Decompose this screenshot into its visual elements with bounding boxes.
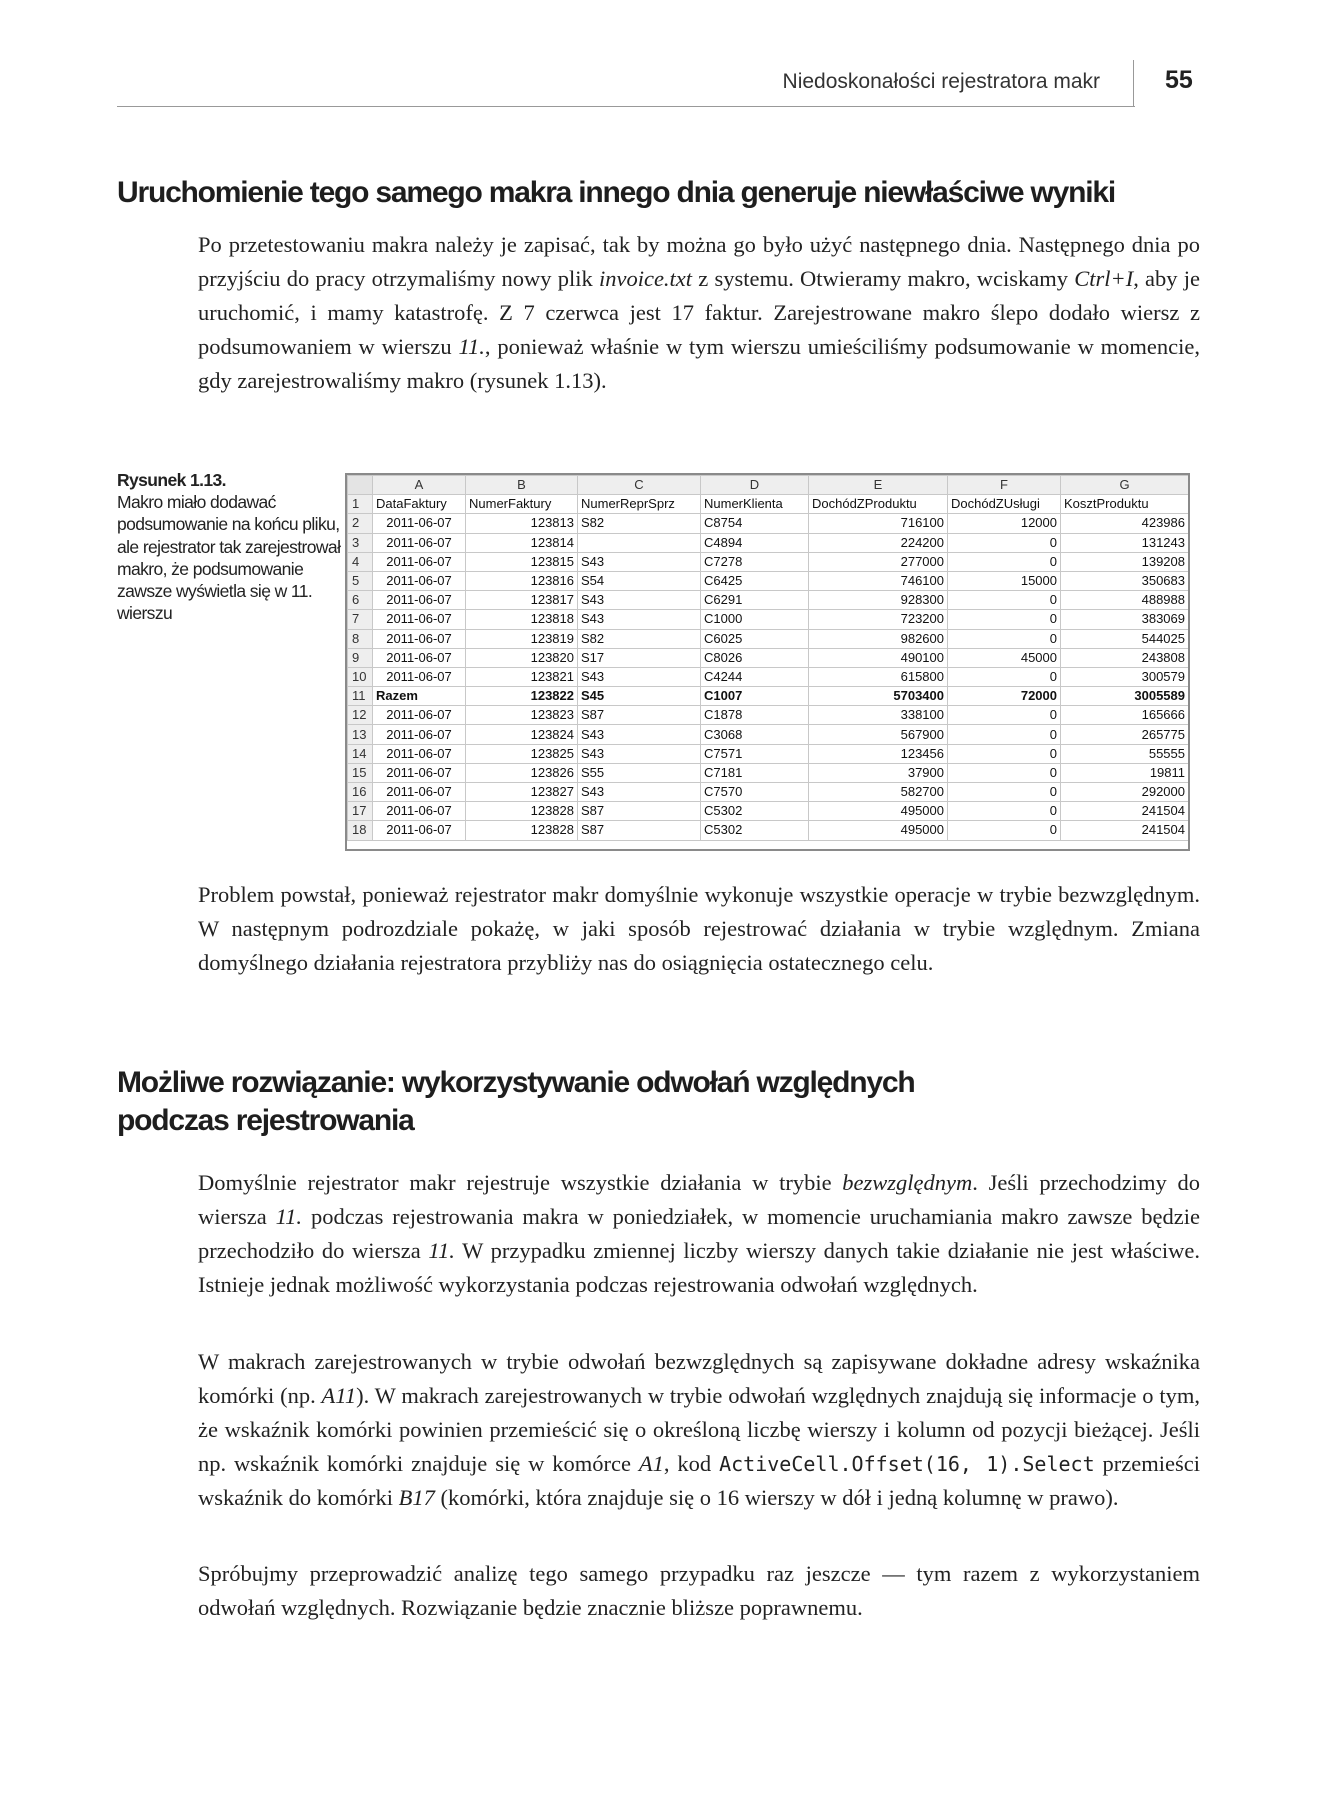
sheet-cell: 2011-06-07 <box>373 821 466 840</box>
sheet-cell: DochódZProduktu <box>809 495 948 514</box>
sheet-row <box>348 571 1189 590</box>
sheet-cell: 123821 <box>466 667 578 686</box>
sheet-cell: C7570 <box>701 783 809 802</box>
sheet-cell: 716100 <box>809 514 948 533</box>
sheet-cell: 2011-06-07 <box>373 648 466 667</box>
sheet-cell: C8026 <box>701 648 809 667</box>
sheet-row <box>348 802 1189 821</box>
sheet-corner <box>348 476 373 495</box>
figure-caption-text: Makro miało dodawać podsumowanie na końcu pliku, ale rejestrator tak zarejestrował makro, że podsumowanie zawsze wyświetla się w 11. wierszu <box>117 492 341 624</box>
paragraph-1: Po przetestowaniu makra należy je zapisać, tak by można go było użyć następnego dnia. Następnego dnia po przyjściu do pracy otrzymaliśmy nowy plik invoice.txt z systemu. Otwieramy makro, wciskamy Ctrl+I, aby je uruchomić, i mamy katastrofę. Z 7 czerwca jest 17 faktur. Zarejestrowane makro ślepo dodało wiersz z podsumowaniem w wierszu 11., ponieważ właśnie w tym wierszu umieściliśmy podsumowanie w momencie, gdy zarejestrowaliśmy makro (rysunek 1.13). <box>198 232 1200 393</box>
sheet-cell: 241504 <box>1061 821 1189 840</box>
sheet-cell: C5302 <box>701 821 809 840</box>
sheet-cell: 0 <box>948 802 1061 821</box>
sheet-cell: 567900 <box>809 725 948 744</box>
sheet-cell: 746100 <box>809 571 948 590</box>
row-header: 13 <box>348 725 373 744</box>
sheet-cell: 3005589 <box>1061 687 1189 706</box>
sheet-cell: S43 <box>578 667 701 686</box>
sheet-row <box>348 495 1189 514</box>
sheet-row <box>348 706 1189 725</box>
sheet-cell: 2011-06-07 <box>373 783 466 802</box>
sheet-cell: 2011-06-07 <box>373 744 466 763</box>
sheet-cell: C1007 <box>701 687 809 706</box>
row-header: 8 <box>348 629 373 648</box>
paragraph-4: Spróbujmy przeprowadzić analizę tego samego przypadku raz jeszcze — tym razem z wykorzystaniem odwołań względnych. Rozwiązanie będzie znacznie bliższe poprawnemu. <box>198 1561 1200 1620</box>
sheet-cell: DochódZUsługi <box>948 495 1061 514</box>
section-heading-2-line2: podczas rejestrowania <box>117 1104 414 1137</box>
sheet-row <box>348 610 1189 629</box>
sheet-cell: 0 <box>948 821 1061 840</box>
sheet-cell: C7571 <box>701 744 809 763</box>
sheet-cell: KosztProduktu <box>1061 495 1189 514</box>
sheet-cell: 2011-06-07 <box>373 667 466 686</box>
sheet-row <box>348 744 1189 763</box>
sheet-cell: 495000 <box>809 821 948 840</box>
sheet-cell <box>578 533 701 552</box>
sheet-cell: C1878 <box>701 706 809 725</box>
sheet-row <box>348 514 1189 533</box>
sheet-cell: 0 <box>948 552 1061 571</box>
sheet-cell: C8754 <box>701 514 809 533</box>
row-header: 12 <box>348 706 373 725</box>
row-header: 2 <box>348 514 373 533</box>
sheet-cell: 488988 <box>1061 591 1189 610</box>
sheet-cell: 350683 <box>1061 571 1189 590</box>
sheet-cell: 615800 <box>809 667 948 686</box>
sheet-cell: 243808 <box>1061 648 1189 667</box>
sheet-cell: S55 <box>578 763 701 782</box>
sheet-cell: S87 <box>578 706 701 725</box>
page-number: 55 <box>1165 66 1193 94</box>
column-header: D <box>701 476 809 495</box>
sheet-cell: S43 <box>578 783 701 802</box>
sheet-cell: 123456 <box>809 744 948 763</box>
section-heading-1: Uruchomienie tego samego makra innego dnia generuje niewłaściwe wyniki <box>117 176 1115 209</box>
sheet-cell: 982600 <box>809 629 948 648</box>
row-header: 3 <box>348 533 373 552</box>
sheet-cell: C7181 <box>701 763 809 782</box>
sheet-cell: 544025 <box>1061 629 1189 648</box>
sheet-cell: 2011-06-07 <box>373 514 466 533</box>
running-title: Niedoskonałości rejestratora makr <box>782 70 1100 93</box>
sheet-cell: 2011-06-07 <box>373 552 466 571</box>
sheet-cell: 490100 <box>809 648 948 667</box>
sheet-cell: NumerFaktury <box>466 495 578 514</box>
column-header-row <box>348 476 1189 495</box>
sheet-cell: NumerReprSprz <box>578 495 701 514</box>
sheet-cell: 123819 <box>466 629 578 648</box>
sheet-cell: 37900 <box>809 763 948 782</box>
sheet-cell: 277000 <box>809 552 948 571</box>
sheet-cell: 2011-06-07 <box>373 533 466 552</box>
sheet-cell: S43 <box>578 591 701 610</box>
column-header: A <box>373 476 466 495</box>
sheet-cell: Razem <box>373 687 466 706</box>
sheet-cell: 123813 <box>466 514 578 533</box>
sheet-cell: C6425 <box>701 571 809 590</box>
column-header: G <box>1061 476 1189 495</box>
sheet-cell: 2011-06-07 <box>373 725 466 744</box>
sheet-cell: 123827 <box>466 783 578 802</box>
sheet-cell: 0 <box>948 591 1061 610</box>
sheet-cell: 723200 <box>809 610 948 629</box>
sheet-cell: 123825 <box>466 744 578 763</box>
sheet-cell: S17 <box>578 648 701 667</box>
sheet-cell: 123816 <box>466 571 578 590</box>
sheet-cell: 139208 <box>1061 552 1189 571</box>
column-header: B <box>466 476 578 495</box>
sheet-cell: 123823 <box>466 706 578 725</box>
sheet-cell: 123828 <box>466 821 578 840</box>
sheet-cell: 265775 <box>1061 725 1189 744</box>
figure-caption <box>117 469 342 624</box>
sheet-cell: 2011-06-07 <box>373 591 466 610</box>
sheet-cell: S43 <box>578 610 701 629</box>
sheet-cell: 19811 <box>1061 763 1189 782</box>
section-heading-2 <box>117 1064 915 1140</box>
sheet-cell: 300579 <box>1061 667 1189 686</box>
sheet-cell: 123822 <box>466 687 578 706</box>
figure-caption-title: Rysunek 1.13. <box>117 470 226 490</box>
paragraph-3: W makrach zarejestrowanych w trybie odwołań bezwzględnych są zapisywane dokładne adresy wskaźnika komórki (np. A11). W makrach zarejestrowanych w trybie odwołań względnych znajdują się informacje o tym, że wskaźnik komórki powinien przemieścić się o określoną liczbę wierszy i kolumn od pozycji bieżącej. Jeśli np. wskaźnik komórki znajduje się w komórce A1, kod ActiveCell.Offset(16, 1).Select przemieści wskaźnik do komórki B17 (komórki, która znajduje się o 16 wierszy w dół i jedną kolumnę w prawo). <box>198 1349 1200 1510</box>
sheet-row <box>348 667 1189 686</box>
sheet-cell: DataFaktury <box>373 495 466 514</box>
sheet-cell: C1000 <box>701 610 809 629</box>
row-header: 18 <box>348 821 373 840</box>
sheet-cell: 2011-06-07 <box>373 706 466 725</box>
sheet-cell: 0 <box>948 667 1061 686</box>
row-header: 17 <box>348 802 373 821</box>
sheet-row <box>348 629 1189 648</box>
sheet-cell: 123814 <box>466 533 578 552</box>
sheet-cell: S87 <box>578 802 701 821</box>
sheet-cell: 0 <box>948 533 1061 552</box>
sheet-cell: C4244 <box>701 667 809 686</box>
sheet-cell: 2011-06-07 <box>373 610 466 629</box>
sheet-cell: 123828 <box>466 802 578 821</box>
sheet-cell: 582700 <box>809 783 948 802</box>
spreadsheet-table <box>347 475 1189 841</box>
sheet-cell: 123817 <box>466 591 578 610</box>
sheet-cell: S43 <box>578 725 701 744</box>
paragraph-2: Domyślnie rejestrator makr rejestruje wszystkie działania w trybie bezwzględnym. Jeśli przechodzimy do wiersza 11. podczas rejestrowania makra w poniedziałek, w momencie uruchamiania makro zawsze będzie przechodziło do wiersza 11. W przypadku zmiennej liczby wierszy danych takie działanie nie jest właściwe. Istnieje jednak możliwość wykorzystania podczas rejestrowania odwołań względnych. <box>198 1170 1201 1297</box>
sheet-cell: 45000 <box>948 648 1061 667</box>
sheet-cell: 0 <box>948 744 1061 763</box>
header-rule <box>117 106 1135 107</box>
sheet-row <box>348 648 1189 667</box>
sheet-cell: 123820 <box>466 648 578 667</box>
header-divider <box>1133 60 1134 107</box>
sheet-cell: 123818 <box>466 610 578 629</box>
column-header: E <box>809 476 948 495</box>
row-header: 9 <box>348 648 373 667</box>
sheet-cell: 165666 <box>1061 706 1189 725</box>
sheet-row <box>348 725 1189 744</box>
sheet-cell: 55555 <box>1061 744 1189 763</box>
row-header: 6 <box>348 591 373 610</box>
column-header: C <box>578 476 701 495</box>
sheet-cell: S43 <box>578 744 701 763</box>
sheet-cell: 2011-06-07 <box>373 571 466 590</box>
row-header: 10 <box>348 667 373 686</box>
sheet-cell: S43 <box>578 552 701 571</box>
sheet-cell: 423986 <box>1061 514 1189 533</box>
sheet-cell: S45 <box>578 687 701 706</box>
sheet-cell: NumerKlienta <box>701 495 809 514</box>
sheet-row <box>348 763 1189 782</box>
sheet-row <box>348 552 1189 571</box>
sheet-cell: 0 <box>948 763 1061 782</box>
sheet-cell: S82 <box>578 629 701 648</box>
row-header: 11 <box>348 687 373 706</box>
sheet-cell: 495000 <box>809 802 948 821</box>
code-snippet: ActiveCell.Offset(16, 1).Select <box>719 1452 1095 1476</box>
sheet-row <box>348 591 1189 610</box>
sheet-cell: S87 <box>578 821 701 840</box>
row-header: 1 <box>348 495 373 514</box>
sheet-cell: C7278 <box>701 552 809 571</box>
spreadsheet-body <box>348 495 1189 840</box>
paragraph-problem: Problem powstał, ponieważ rejestrator makr domyślnie wykonuje wszystkie operacje w trybie bezwzględnym. W następnym podrozdziale pokażę, w jaki sposób rejestrować działania w trybie względnym. Zmiana domyślnego działania rejestratora przybliży nas do osiągnięcia ostatecznego celu. <box>198 882 1200 975</box>
sheet-cell: S54 <box>578 571 701 590</box>
sheet-cell: 123826 <box>466 763 578 782</box>
sheet-cell: 0 <box>948 725 1061 744</box>
sheet-cell: 0 <box>948 629 1061 648</box>
sheet-cell: 0 <box>948 783 1061 802</box>
sheet-cell: 224200 <box>809 533 948 552</box>
sheet-cell: S82 <box>578 514 701 533</box>
sheet-row <box>348 783 1189 802</box>
sheet-cell: C6291 <box>701 591 809 610</box>
sheet-cell: 241504 <box>1061 802 1189 821</box>
sheet-cell: 2011-06-07 <box>373 802 466 821</box>
sheet-cell: 131243 <box>1061 533 1189 552</box>
sheet-row <box>348 821 1189 840</box>
sheet-cell: 15000 <box>948 571 1061 590</box>
sheet-row <box>348 687 1189 706</box>
row-header: 7 <box>348 610 373 629</box>
sheet-cell: 0 <box>948 706 1061 725</box>
spreadsheet-figure <box>345 473 1190 851</box>
sheet-cell: 928300 <box>809 591 948 610</box>
sheet-cell: 338100 <box>809 706 948 725</box>
sheet-cell: C4894 <box>701 533 809 552</box>
sheet-cell: 2011-06-07 <box>373 629 466 648</box>
row-header: 16 <box>348 783 373 802</box>
row-header: 5 <box>348 571 373 590</box>
sheet-cell: 0 <box>948 610 1061 629</box>
sheet-cell: C3068 <box>701 725 809 744</box>
sheet-cell: 2011-06-07 <box>373 763 466 782</box>
sheet-cell: 123824 <box>466 725 578 744</box>
sheet-cell: C5302 <box>701 802 809 821</box>
column-header: F <box>948 476 1061 495</box>
sheet-cell: 123815 <box>466 552 578 571</box>
row-header: 4 <box>348 552 373 571</box>
sheet-row <box>348 533 1189 552</box>
section-heading-2-line1: Możliwe rozwiązanie: wykorzystywanie odwołań względnych <box>117 1066 915 1099</box>
sheet-cell: 72000 <box>948 687 1061 706</box>
row-header: 15 <box>348 763 373 782</box>
sheet-cell: 5703400 <box>809 687 948 706</box>
sheet-cell: C6025 <box>701 629 809 648</box>
row-header: 14 <box>348 744 373 763</box>
sheet-cell: 292000 <box>1061 783 1189 802</box>
sheet-cell: 383069 <box>1061 610 1189 629</box>
sheet-cell: 12000 <box>948 514 1061 533</box>
